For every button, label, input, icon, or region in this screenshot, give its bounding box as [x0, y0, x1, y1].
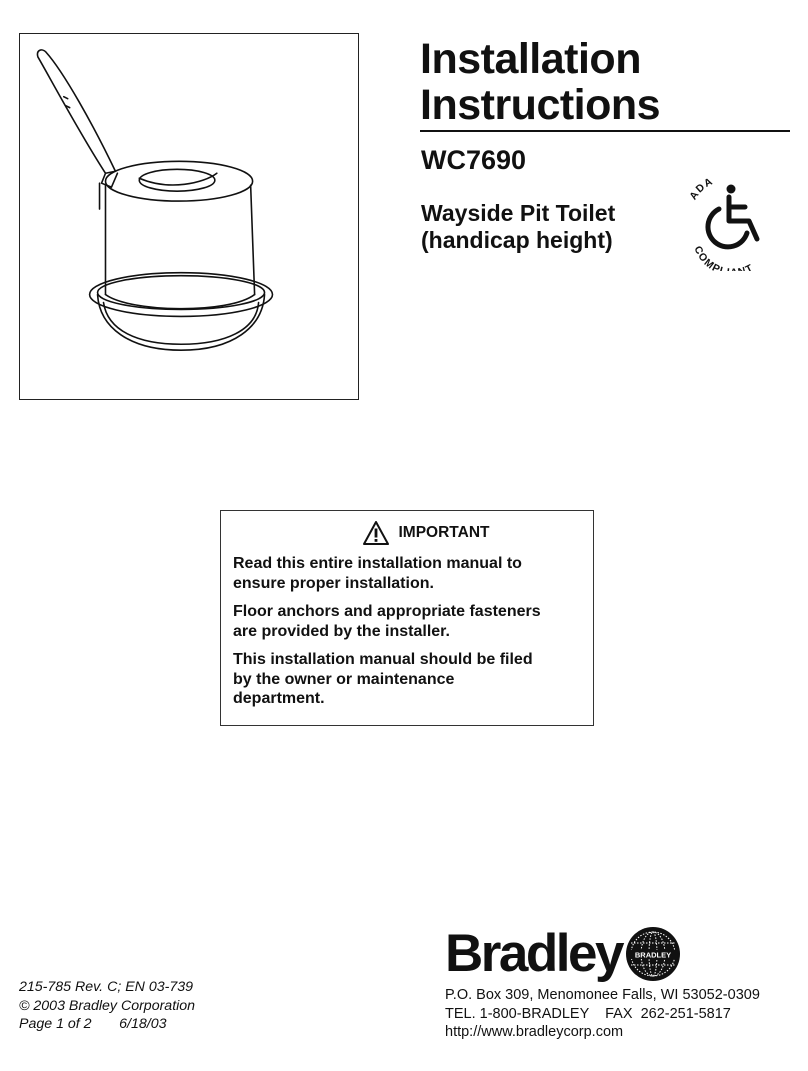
ada-text: ADA: [687, 175, 716, 203]
doc-revision: 215-785 Rev. C; EN 03-739: [19, 979, 194, 995]
notice-header: [273, 521, 579, 545]
document-title: [420, 36, 790, 128]
warning-icon: [363, 521, 389, 545]
notice-text: are provided by the installer.: [233, 622, 450, 640]
notice-heading: IMPORTANT: [398, 524, 490, 541]
notice-paragraph-1: [233, 554, 579, 593]
title-line-2: Instructions: [420, 81, 661, 129]
title-line-1: Installation: [420, 35, 641, 83]
pit-toilet-drawing: [20, 34, 358, 399]
contact-address: P.O. Box 309, Menomonee Falls, WI 53052-0309: [445, 987, 760, 1003]
notice-text: Read this entire installation manual to: [233, 555, 522, 572]
contact-website-link[interactable]: http://www.bradleycorp.com: [445, 1024, 624, 1040]
doc-page-date: Page 1 of 2 6/18/03: [19, 1016, 167, 1032]
svg-text:ADA: [687, 175, 715, 202]
notice-paragraph-3: [233, 650, 579, 709]
contact-info: [445, 986, 760, 1042]
notice-text: This installation manual should be filed: [233, 651, 533, 668]
title-divider: [420, 130, 790, 132]
bradley-logo: [445, 925, 682, 983]
globe-label: BRADLEY: [634, 950, 672, 960]
product-name-line-1: Wayside Pit Toilet: [421, 200, 616, 226]
compliant-text: COMP T: [691, 244, 756, 271]
product-name: [421, 200, 671, 254]
globe-icon: [624, 925, 682, 983]
notice-text: ensure proper installation.: [233, 574, 434, 592]
model-number: WC7690: [421, 145, 527, 175]
notice-text: Floor anchors and appropriate fasteners: [233, 603, 541, 620]
logo-wordmark: Bradley: [445, 924, 622, 983]
document-metadata: [19, 978, 195, 1034]
contact-phone-fax: TEL. 1-800-BRADLEY FAX 262-251-5817: [445, 1005, 731, 1022]
notice-text: department.: [233, 690, 325, 707]
notice-paragraph-2: [233, 602, 579, 641]
wheelchair-icon: [708, 185, 757, 247]
product-illustration: [19, 33, 359, 400]
product-name-line-2: (handicap height): [421, 227, 613, 253]
doc-copyright: © 2003 Bradley Corporation: [19, 997, 196, 1014]
ada-compliant-badge: [673, 163, 781, 271]
important-notice-box: [220, 510, 594, 726]
notice-text: by the owner or maintenance: [233, 670, 455, 688]
